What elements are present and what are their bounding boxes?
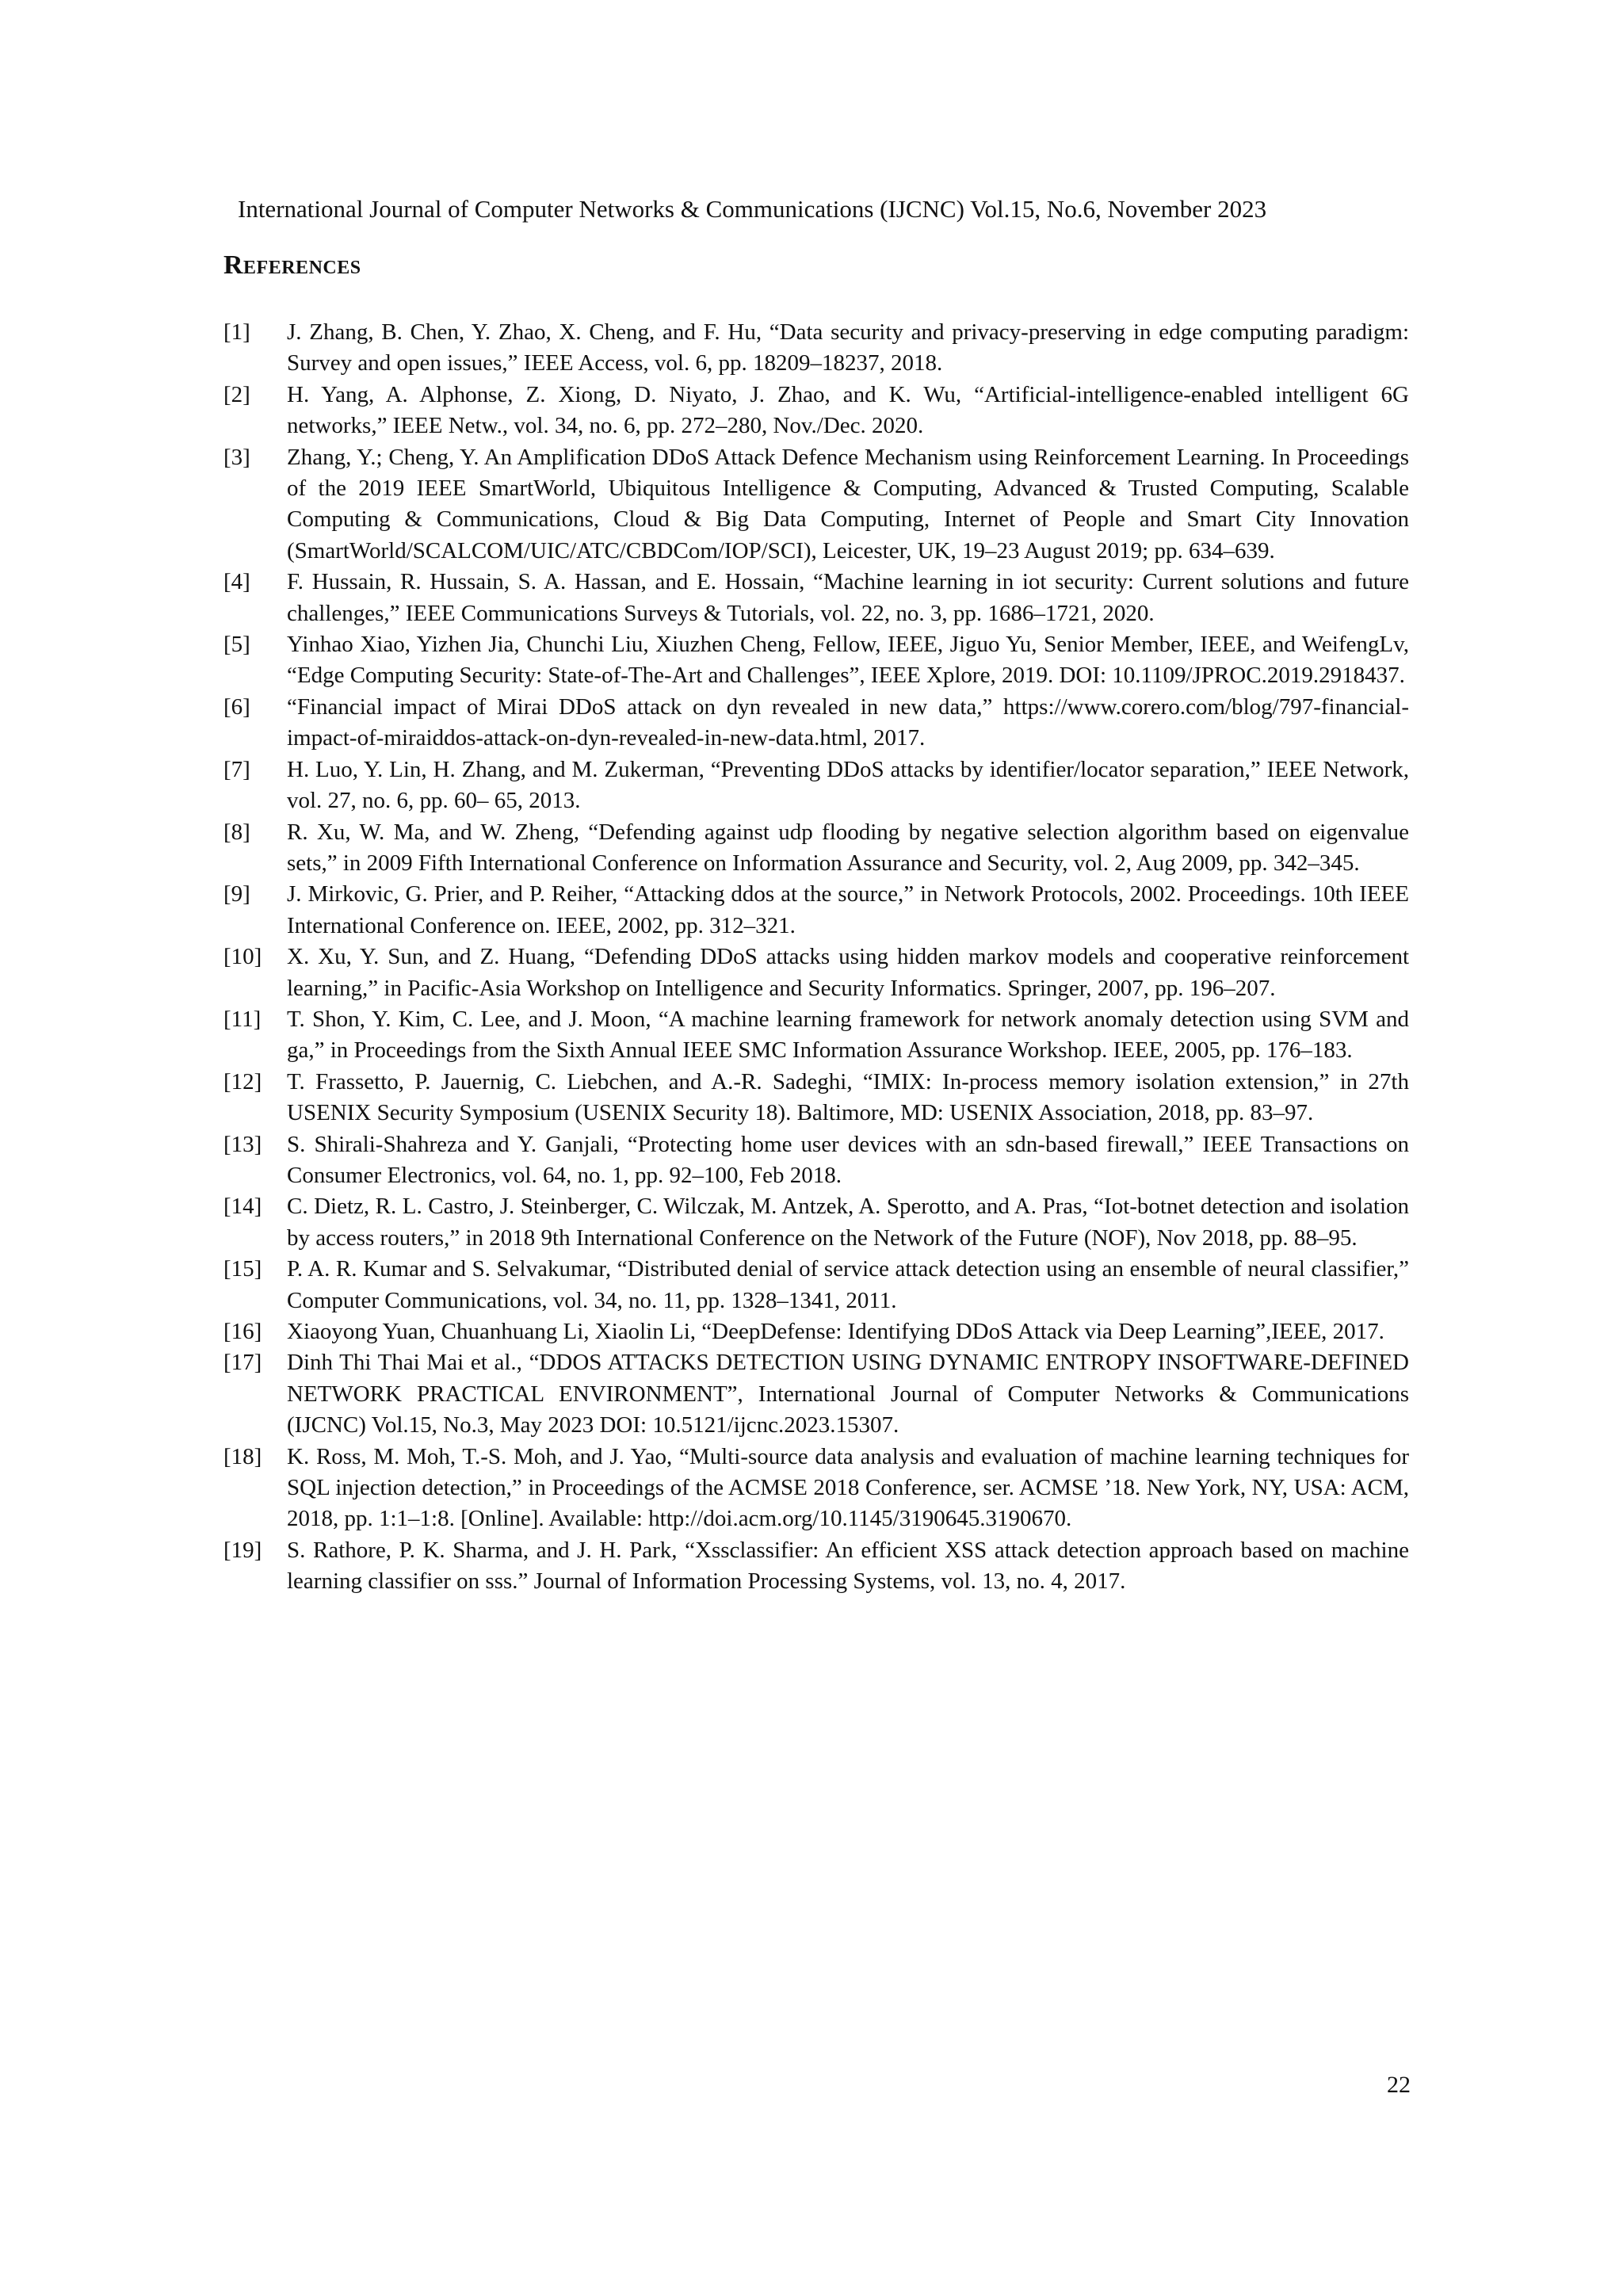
reference-text: X. Xu, Y. Sun, and Z. Huang, “Defending DDoS attacks using hidden markov models and cooperative reinforcement learning,” in Pacific-Asia Workshop on Intelligence and Security Informatics. Springer, 2007, pp. 196–207. xyxy=(287,944,1409,1001)
reference-text: Xiaoyong Yuan, Chuanhuang Li, Xiaolin Li, “DeepDefense: Identifying DDoS Attack via Deep Learning”,IEEE, 2017. xyxy=(287,1319,1384,1344)
reference-item xyxy=(223,1254,1409,1316)
reference-item xyxy=(223,317,1409,380)
reference-list xyxy=(223,317,1409,1598)
reference-item xyxy=(223,567,1409,629)
reference-item xyxy=(223,1067,1409,1129)
reference-item xyxy=(223,1129,1409,1192)
reference-item xyxy=(223,1535,1409,1598)
page-number: 22 xyxy=(1387,2072,1411,2098)
reference-number: [16] xyxy=(223,1319,262,1344)
section-title: References xyxy=(223,250,361,280)
reference-text: T. Shon, Y. Kim, C. Lee, and J. Moon, “A machine learning framework for network anomaly detection using SVM and ga,” in Proceedings from the Sixth Annual IEEE SMC Information Assurance Workshop. IEEE, 2005, pp. 176–183. xyxy=(287,1006,1409,1064)
reference-number: [2] xyxy=(223,381,250,407)
reference-number: [10] xyxy=(223,944,262,970)
reference-item xyxy=(223,1191,1409,1254)
reference-number: [11] xyxy=(223,1006,262,1032)
reference-text: S. Shirali-Shahreza and Y. Ganjali, “Protecting home user devices with an sdn-based firewall,” IEEE Transactions on Consumer Electronics, vol. 64, no. 1, pp. 92–100, Feb 2018. xyxy=(287,1131,1409,1188)
reference-text: T. Frassetto, P. Jauernig, C. Liebchen, and A.-R. Sadeghi, “IMIX: In-process memory isolation extension,” in 27th USENIX Security Symposium (USENIX Security 18). Baltimore, MD: USENIX Association, 2018, pp. 83–97. xyxy=(287,1068,1409,1126)
reference-item xyxy=(223,1004,1409,1067)
reference-text: P. A. R. Kumar and S. Selvakumar, “Distributed denial of service attack detection using an ensemble of neural classifier,” Computer Communications, vol. 34, no. 11, pp. 1328–1341, 2011. xyxy=(287,1256,1409,1313)
reference-item xyxy=(223,1347,1409,1441)
reference-number: [13] xyxy=(223,1131,262,1157)
reference-number: [19] xyxy=(223,1537,262,1563)
reference-item xyxy=(223,817,1409,880)
reference-item xyxy=(223,442,1409,567)
reference-item xyxy=(223,755,1409,817)
reference-number: [14] xyxy=(223,1194,262,1220)
reference-number: [1] xyxy=(223,319,250,345)
reference-number: [9] xyxy=(223,881,250,907)
journal-header: International Journal of Computer Networks & Communications (IJCNC) Vol.15, No.6, November 2023 xyxy=(238,195,1267,223)
reference-text: C. Dietz, R. L. Castro, J. Steinberger, C. Wilczak, M. Antzek, A. Sperotto, and A. Pras, “Iot-botnet detection and isolation by access routers,” in 2018 9th International Conference on the Network of the Future (NOF), Nov 2018, pp. 88–95. xyxy=(287,1194,1409,1251)
reference-item xyxy=(223,380,1409,442)
reference-number: [3] xyxy=(223,444,250,470)
reference-text: Dinh Thi Thai Mai et al., “DDOS ATTACKS DETECTION USING DYNAMIC ENTROPY INSOFTWARE-DEFINED NETWORK PRACTICAL ENVIRONMENT”, International Journal of Computer Networks & Communications (IJCNC) Vol.15, No.3, May 2023 DOI: 10.5121/ijcnc.2023.15307. xyxy=(287,1350,1409,1438)
reference-text: J. Mirkovic, G. Prier, and P. Reiher, “Attacking ddos at the source,” in Network Protocols, 2002. Proceedings. 10th IEEE International Conference on. IEEE, 2002, pp. 312–321. xyxy=(287,881,1409,938)
reference-item xyxy=(223,1316,1409,1347)
reference-text: Yinhao Xiao, Yizhen Jia, Chunchi Liu, Xiuzhen Cheng, Fellow, IEEE, Jiguo Yu, Senior Member, IEEE, and WeifengLv, “Edge Computing Security: State-of-The-Art and Challenges”, IEEE Xplore, 2019. DOI: 10.1109/JPROC.2019.2918437. xyxy=(287,632,1409,689)
reference-number: [7] xyxy=(223,756,250,782)
reference-text: H. Yang, A. Alphonse, Z. Xiong, D. Niyato, J. Zhao, and K. Wu, “Artificial-intelligence-enabled intelligent 6G networks,” IEEE Netw., vol. 34, no. 6, pp. 272–280, Nov./Dec. 2020. xyxy=(287,381,1409,439)
reference-item xyxy=(223,1442,1409,1535)
reference-number: [4] xyxy=(223,569,250,595)
reference-text: J. Zhang, B. Chen, Y. Zhao, X. Cheng, and F. Hu, “Data security and privacy-preserving in edge computing paradigm: Survey and open issues,” IEEE Access, vol. 6, pp. 18209–18237, 2018. xyxy=(287,319,1409,376)
reference-text: H. Luo, Y. Lin, H. Zhang, and M. Zukerman, “Preventing DDoS attacks by identifier/locator separation,” IEEE Network, vol. 27, no. 6, pp. 60– 65, 2013. xyxy=(287,756,1409,814)
reference-text: “Financial impact of Mirai DDoS attack on dyn revealed in new data,” https://www.corero.com/blog/797-financial-impact-of-miraiddos-attack-on-dyn-revealed-in-new-data.html, 2017. xyxy=(287,693,1409,751)
reference-text: Zhang, Y.; Cheng, Y. An Amplification DDoS Attack Defence Mechanism using Reinforcement Learning. In Proceedings of the 2019 IEEE SmartWorld, Ubiquitous Intelligence & Computing, Advanced & Trusted Computing, Scalable Computing & Communications, Cloud & Big Data Computing, Internet of People and Smart City Innovation (SmartWorld/SCALCOM/UIC/ATC/CBDCom/IOP/SCI), Leicester, UK, 19–23 August 2019; pp. 634–639. xyxy=(287,444,1409,563)
reference-item xyxy=(223,879,1409,942)
reference-text: R. Xu, W. Ma, and W. Zheng, “Defending against udp flooding by negative selection algorithm based on eigenvalue sets,” in 2009 Fifth International Conference on Information Assurance and Security, vol. 2, Aug 2009, pp. 342–345. xyxy=(287,819,1409,876)
reference-number: [17] xyxy=(223,1350,262,1376)
reference-number: [18] xyxy=(223,1443,262,1469)
reference-number: [15] xyxy=(223,1256,262,1282)
reference-item xyxy=(223,942,1409,1004)
reference-item xyxy=(223,692,1409,755)
reference-number: [8] xyxy=(223,819,250,845)
reference-item xyxy=(223,629,1409,692)
reference-number: [12] xyxy=(223,1068,262,1095)
reference-number: [6] xyxy=(223,693,250,720)
reference-text: K. Ross, M. Moh, T.-S. Moh, and J. Yao, “Multi-source data analysis and evaluation of machine learning techniques for SQL injection detection,” in Proceedings of the ACMSE 2018 Conference, ser. ACMSE ’18. New York, NY, USA: ACM, 2018, pp. 1:1–1:8. [Online]. Available: http://doi.acm.org/10.1145/3190645.3190670. xyxy=(287,1443,1409,1532)
reference-text: F. Hussain, R. Hussain, S. A. Hassan, and E. Hossain, “Machine learning in iot security: Current solutions and future challenges,” IEEE Communications Surveys & Tutorials, vol. 22, no. 3, pp. 1686–1721, 2020. xyxy=(287,569,1409,626)
reference-text: S. Rathore, P. K. Sharma, and J. H. Park, “Xssclassifier: An efficient XSS attack detection approach based on machine learning classifier on sss.” Journal of Information Processing Systems, vol. 13, no. 4, 2017. xyxy=(287,1537,1409,1595)
reference-number: [5] xyxy=(223,632,250,658)
